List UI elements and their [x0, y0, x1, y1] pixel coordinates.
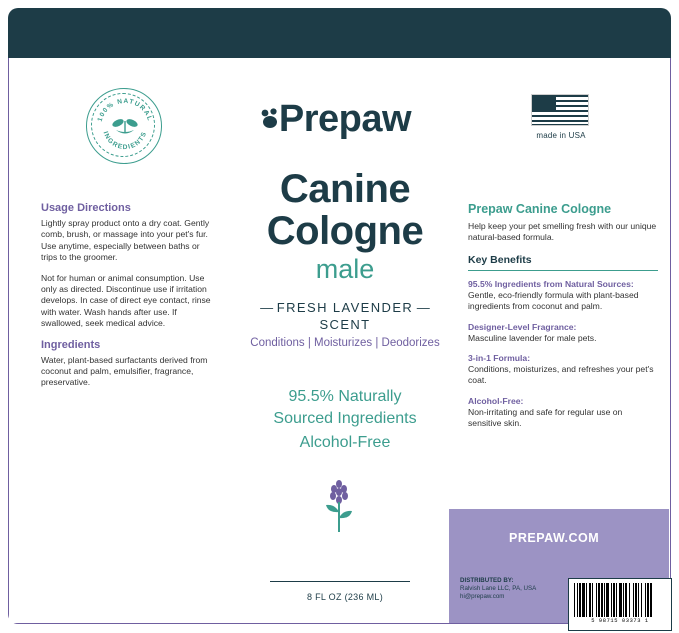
- scent-description: [230, 299, 460, 333]
- lavender-sprig-icon: [316, 478, 362, 536]
- distributor-heading: DISTRIBUTED BY:: [460, 577, 514, 584]
- brand-logo: Prepaw: [278, 98, 412, 140]
- distributor-email: hi@prepaw.com: [460, 593, 505, 601]
- benefit-name: Alcohol-Free:: [468, 395, 524, 406]
- usa-flag-icon: [531, 94, 589, 126]
- scent-line1: — FRESH LAVENDER —: [260, 300, 430, 315]
- svg-text:100% NATURAL: 100% NATURAL: [96, 97, 154, 123]
- scent-line2: SCENT: [319, 317, 371, 332]
- benefit-text: Gentle, eco-friendly formula with plant-based ingredients from coconut and palm.: [468, 289, 639, 312]
- right-panel-title: Prepaw Canine Cologne: [468, 202, 612, 216]
- key-benefits-panel: [468, 202, 658, 439]
- usage-paragraph-2: Not for human or animal consumption. Use only as directed. Discontinue use if irritation develops. In case of direct eye contact, rinse with water. Wash hands after use. If swallowed, seek medical advice.: [41, 272, 211, 329]
- benefit-item: [468, 279, 658, 313]
- label-top-band: [8, 8, 671, 60]
- benefit-item: [468, 353, 658, 387]
- made-in-usa-badge: [531, 94, 591, 140]
- barcode-bars: [574, 583, 668, 617]
- benefit-name: Designer-Level Fragrance:: [468, 321, 577, 332]
- net-weight-divider: [270, 581, 410, 582]
- ingredients-heading: Ingredients: [41, 338, 101, 351]
- product-title-line1: Canine: [279, 167, 411, 211]
- benefit-name: 95.5% Ingredients from Natural Sources:: [468, 278, 634, 289]
- product-variant: male: [315, 254, 375, 284]
- usage-directions-heading: Usage Directions: [41, 202, 131, 214]
- natural-claim-line2: Sourced Ingredients: [273, 410, 417, 427]
- distributor-address: Ralvish Lane LLC, PA, USA: [460, 585, 537, 593]
- barcode: [568, 578, 672, 631]
- alcohol-free-claim: Alcohol-Free: [299, 434, 391, 451]
- benefit-text: Conditions, moisturizes, and refreshes your pet's coat.: [468, 364, 654, 386]
- website-url: PREPAW.COM: [509, 531, 600, 545]
- distributor-info: [460, 577, 570, 602]
- made-in-usa-caption: made in USA: [536, 131, 586, 140]
- svg-text:INGREDIENTS: INGREDIENTS: [101, 130, 149, 152]
- product-title-line2: Cologne: [266, 209, 424, 253]
- benefit-text: Non-irritating and safe for regular use on sensitive skin.: [468, 406, 623, 429]
- natural-ingredients-seal: [86, 88, 162, 164]
- benefit-text: Masculine lavender for male pets.: [468, 332, 597, 343]
- benefit-item: [468, 396, 658, 430]
- ingredients-text: Water, plant-based surfactants derived from coconut and palm, emulsifier, fragrance, preservative.: [41, 354, 208, 388]
- natural-claim-line1: 95.5% Naturally: [288, 388, 402, 405]
- label-footer-white-area: [9, 509, 449, 623]
- natural-claim: [230, 386, 460, 430]
- seal-artwork-icon: [87, 89, 163, 165]
- usage-paragraph-1: Lightly spray product onto a dry coat. Gently comb, brush, or massage into your pet's fur. Use anytime, especially between baths or trips to the groomer.: [41, 218, 210, 263]
- benefit-item: [468, 322, 658, 344]
- right-panel-intro: Help keep your pet smelling fresh with our unique natural-based formula.: [468, 221, 657, 243]
- product-title: [230, 168, 460, 252]
- benefits-summary: Conditions | Moisturizes | Deodorizes: [250, 337, 440, 349]
- barcode-number: 5 98715 03373 1: [591, 618, 649, 624]
- benefit-name: 3-in-1 Formula:: [468, 353, 531, 364]
- usage-directions-panel: [41, 202, 211, 398]
- key-benefits-heading: Key Benefits: [468, 254, 658, 271]
- net-weight: 8 FL OZ (236 ML): [307, 592, 383, 602]
